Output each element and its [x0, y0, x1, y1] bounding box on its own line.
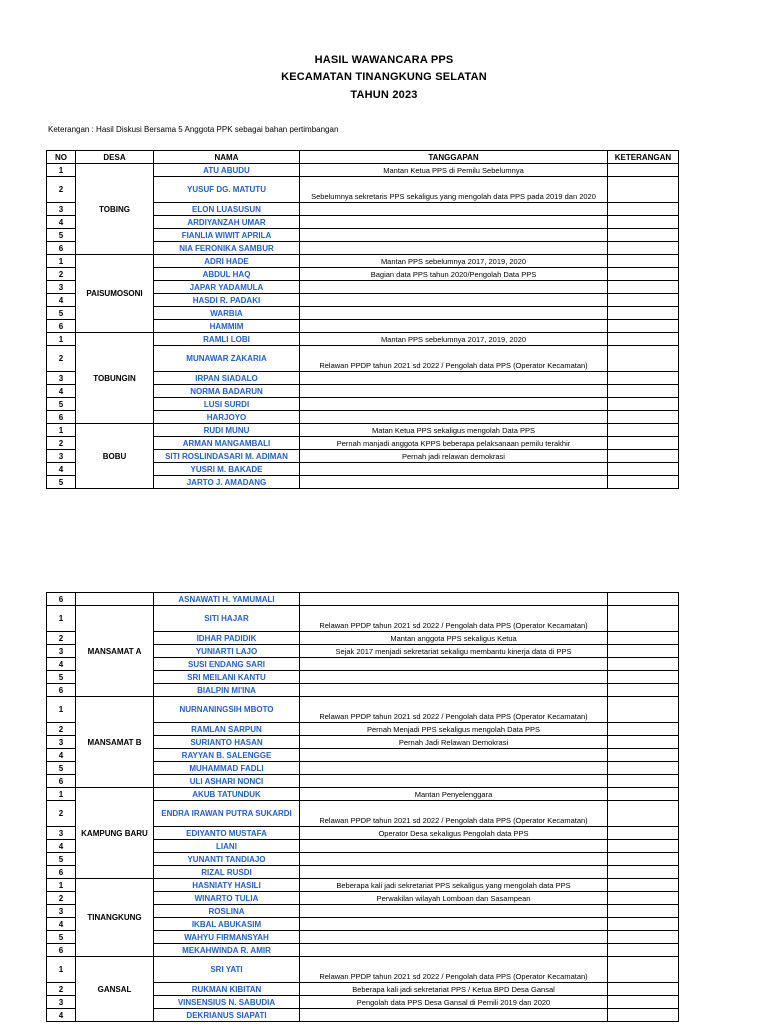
row-number: 1	[47, 255, 76, 268]
remarks-cell	[608, 164, 679, 177]
table-row	[47, 333, 679, 346]
row-number: 2	[47, 801, 76, 827]
table-row	[47, 879, 679, 892]
row-number: 2	[47, 892, 76, 905]
row-number: 2	[47, 723, 76, 736]
remarks-cell	[608, 411, 679, 424]
row-number: 5	[47, 476, 76, 489]
person-name: SURIANTO HASAN	[154, 736, 300, 749]
response-text	[300, 372, 608, 385]
col-header-keterangan: KETERANGAN	[608, 151, 679, 164]
table-row	[47, 424, 679, 437]
response-text	[300, 216, 608, 229]
remarks-cell	[608, 996, 679, 1009]
response-text: Relawan PPDP tahun 2021 sd 2022 / Pengolah data PPS (Operator Kecamatan)	[300, 697, 608, 723]
person-name: SRI YATI	[154, 957, 300, 983]
remarks-cell	[608, 866, 679, 879]
response-text	[300, 229, 608, 242]
row-number: 1	[47, 879, 76, 892]
response-text: Relawan PPDP tahun 2021 sd 2022 / Pengolah data PPS (Operator Kecamatan)	[300, 801, 608, 827]
response-text	[300, 1009, 608, 1022]
remarks-cell	[608, 320, 679, 333]
response-text: Relawan PPDP tahun 2021 sd 2022 / Pengolah data PPS (Operator Kecamatan)	[300, 606, 608, 632]
response-text	[300, 320, 608, 333]
row-number: 5	[47, 398, 76, 411]
person-name: YUNIARTI LAJO	[154, 645, 300, 658]
row-number: 5	[47, 307, 76, 320]
response-text: Pernah jadi relawan demokrasi	[300, 450, 608, 463]
row-number: 5	[47, 671, 76, 684]
remarks-cell	[608, 476, 679, 489]
response-text: Pengolah data PPS Desa Gansal di Pemili 2019 dan 2020	[300, 996, 608, 1009]
table-row	[47, 788, 679, 801]
remarks-cell	[608, 762, 679, 775]
row-number: 6	[47, 320, 76, 333]
remarks-cell	[608, 658, 679, 671]
row-number: 5	[47, 931, 76, 944]
row-number: 4	[47, 294, 76, 307]
remarks-cell	[608, 801, 679, 827]
row-number: 6	[47, 593, 76, 606]
response-text	[300, 242, 608, 255]
remarks-cell	[608, 840, 679, 853]
remarks-cell	[608, 242, 679, 255]
row-number: 4	[47, 1009, 76, 1022]
row-number: 4	[47, 216, 76, 229]
col-header-desa: DESA	[76, 151, 154, 164]
person-name: ATU ABUDU	[154, 164, 300, 177]
village-name: BOBU	[76, 424, 154, 489]
row-number: 4	[47, 918, 76, 931]
remarks-cell	[608, 203, 679, 216]
person-name: RAMLI LOBI	[154, 333, 300, 346]
response-text	[300, 398, 608, 411]
doc-title-line3: TAHUN 2023	[350, 89, 418, 101]
remarks-cell	[608, 853, 679, 866]
response-text: Mantan Ketua PPS di Pemilu Sebelumnya	[300, 164, 608, 177]
response-text: Sejak 2017 menjadi sekretariat sekaligu membantu kinerja data di PPS	[300, 645, 608, 658]
response-text: Pernah manjadi anggota KPPS beberapa pelaksanaan pemilu terakhir	[300, 437, 608, 450]
remarks-cell	[608, 463, 679, 476]
row-number: 5	[47, 229, 76, 242]
remarks-cell	[608, 931, 679, 944]
remarks-cell	[608, 229, 679, 242]
row-number: 5	[47, 853, 76, 866]
response-text	[300, 203, 608, 216]
person-name: SRI MEILANI KANTU	[154, 671, 300, 684]
person-name: FIANLIA WIWIT APRILA	[154, 229, 300, 242]
remarks-cell	[608, 294, 679, 307]
person-name: SITI HAJAR	[154, 606, 300, 632]
remarks-cell	[608, 905, 679, 918]
remarks-cell	[608, 697, 679, 723]
village-name: TOBUNGIN	[76, 333, 154, 424]
person-name: NURNANINGSIH MBOTO	[154, 697, 300, 723]
response-text: Beberapa kali jadi sekretariat PPS / Ketua BPD Desa Gansal	[300, 983, 608, 996]
person-name: ADRI HADE	[154, 255, 300, 268]
response-text: Relawan PPDP tahun 2021 sd 2022 / Pengolah data PPS (Operator Kecamatan)	[300, 346, 608, 372]
response-text	[300, 918, 608, 931]
person-name: MUNAWAR ZAKARIA	[154, 346, 300, 372]
remarks-cell	[608, 606, 679, 632]
table-row	[47, 697, 679, 723]
person-name: WARBIA	[154, 307, 300, 320]
village-name: KAMPUNG BARU	[76, 788, 154, 879]
row-number: 2	[47, 346, 76, 372]
row-number: 6	[47, 411, 76, 424]
village-name: MANSAMAT A	[76, 606, 154, 697]
remarks-cell	[608, 385, 679, 398]
row-number: 1	[47, 333, 76, 346]
remarks-cell	[608, 398, 679, 411]
village-name: GANSAL	[76, 957, 154, 1022]
person-name: RAYYAN B. SALENGGE	[154, 749, 300, 762]
person-name: LIANI	[154, 840, 300, 853]
remarks-cell	[608, 216, 679, 229]
row-number: 3	[47, 450, 76, 463]
person-name: DEKRIANUS SIAPATI	[154, 1009, 300, 1022]
person-name: HASDI R. PADAKI	[154, 294, 300, 307]
response-text	[300, 307, 608, 320]
interview-table-page2	[46, 592, 679, 1022]
response-text	[300, 905, 608, 918]
table-row	[47, 164, 679, 177]
response-text	[300, 476, 608, 489]
col-header-nama: NAMA	[154, 151, 300, 164]
remarks-cell	[608, 1009, 679, 1022]
row-number: 6	[47, 684, 76, 697]
row-number: 6	[47, 944, 76, 957]
remarks-cell	[608, 827, 679, 840]
person-name: WAHYU FIRMANSYAH	[154, 931, 300, 944]
note-text: Keterangan : Hasil Diskusi Bersama 5 Anggota PPK sebagai bahan pertimbangan	[48, 125, 339, 134]
response-text: Matan Ketua PPS sekaligus mengolah Data PPS	[300, 424, 608, 437]
person-name: AKUB TATUNDUK	[154, 788, 300, 801]
remarks-cell	[608, 281, 679, 294]
row-number: 3	[47, 905, 76, 918]
person-name: RUDI MUNU	[154, 424, 300, 437]
response-text	[300, 853, 608, 866]
row-number: 3	[47, 736, 76, 749]
row-number: 3	[47, 372, 76, 385]
response-text: Sebelumnya sekretaris PPS sekaligus yang mengolah data PPS pada 2019 dan 2020	[300, 177, 608, 203]
remarks-cell	[608, 177, 679, 203]
village-name: TINANGKUNG	[76, 879, 154, 957]
table-row	[47, 957, 679, 983]
response-text	[300, 762, 608, 775]
remarks-cell	[608, 632, 679, 645]
row-number: 5	[47, 762, 76, 775]
person-name: SUSI ENDANG SARI	[154, 658, 300, 671]
person-name: LUSI SURDI	[154, 398, 300, 411]
person-name: ROSLINA	[154, 905, 300, 918]
response-text: Mantan anggota PPS sekaligus Ketua	[300, 632, 608, 645]
row-number: 4	[47, 463, 76, 476]
table-row	[47, 593, 679, 606]
person-name: MEKAHWINDA R. AMIR	[154, 944, 300, 957]
table-row	[47, 255, 679, 268]
remarks-cell	[608, 983, 679, 996]
response-text: Perwakilan wilayah Lomboan dan Sasampean	[300, 892, 608, 905]
col-header-tanggapan: TANGGAPAN	[300, 151, 608, 164]
remarks-cell	[608, 346, 679, 372]
response-text: Pernah Menjadi PPS sekaligus mengolah Data PPS	[300, 723, 608, 736]
person-name: HAMMIM	[154, 320, 300, 333]
response-text	[300, 294, 608, 307]
response-text: Beberapa kali jadi sekretariat PPS sekaligus yang mengolah data PPS	[300, 879, 608, 892]
response-text	[300, 931, 608, 944]
person-name: ASNAWATI H. YAMUMALI	[154, 593, 300, 606]
person-name: ULI ASHARI NONCI	[154, 775, 300, 788]
response-text	[300, 281, 608, 294]
response-text: Mantan Penyelenggara	[300, 788, 608, 801]
person-name: IKBAL ABUKASIM	[154, 918, 300, 931]
remarks-cell	[608, 892, 679, 905]
remarks-cell	[608, 879, 679, 892]
response-text	[300, 658, 608, 671]
person-name: VINSENSIUS N. SABUDIA	[154, 996, 300, 1009]
row-number: 3	[47, 827, 76, 840]
response-text	[300, 749, 608, 762]
row-number: 6	[47, 242, 76, 255]
response-text: Mantan PPS sebelumnya 2017, 2019, 2020	[300, 333, 608, 346]
response-text	[300, 671, 608, 684]
person-name: RUKMAN KIBITAN	[154, 983, 300, 996]
remarks-cell	[608, 268, 679, 281]
village-name: TOBING	[76, 164, 154, 255]
person-name: IRPAN SIADALO	[154, 372, 300, 385]
person-name: SITI ROSLINDASARI M. ADIMAN	[154, 450, 300, 463]
person-name: BIALPIN MI'INA	[154, 684, 300, 697]
remarks-cell	[608, 333, 679, 346]
response-text: Bagian data PPS tahun 2020/Pengolah Data PPS	[300, 268, 608, 281]
response-text: Operator Desa sekaligus Pengolah data PPS	[300, 827, 608, 840]
row-number: 3	[47, 203, 76, 216]
remarks-cell	[608, 788, 679, 801]
person-name: RAMLAN SARPUN	[154, 723, 300, 736]
remarks-cell	[608, 255, 679, 268]
response-text: Relawan PPDP tahun 2021 sd 2022 / Pengolah data PPS (Operator Kecamatan)	[300, 957, 608, 983]
row-number: 3	[47, 281, 76, 294]
response-text	[300, 866, 608, 879]
row-number: 1	[47, 957, 76, 983]
remarks-cell	[608, 775, 679, 788]
row-number: 1	[47, 788, 76, 801]
person-name: EDIYANTO MUSTAFA	[154, 827, 300, 840]
row-number: 2	[47, 632, 76, 645]
remarks-cell	[608, 450, 679, 463]
row-number: 1	[47, 606, 76, 632]
remarks-cell	[608, 307, 679, 320]
row-number: 6	[47, 775, 76, 788]
person-name: JAPAR YADAMULA	[154, 281, 300, 294]
row-number: 1	[47, 424, 76, 437]
village-name: MANSAMAT B	[76, 697, 154, 788]
person-name: YUSRI M. BAKADE	[154, 463, 300, 476]
remarks-cell	[608, 424, 679, 437]
person-name: YUNANTI TANDIAJO	[154, 853, 300, 866]
person-name: ELON LUASUSUN	[154, 203, 300, 216]
person-name: ARMAN MANGAMBALI	[154, 437, 300, 450]
row-number: 6	[47, 866, 76, 879]
person-name: NIA FERONIKA SAMBUR	[154, 242, 300, 255]
row-number: 1	[47, 164, 76, 177]
person-name: HASNIATY HASILI	[154, 879, 300, 892]
person-name: IDHAR PADIDIK	[154, 632, 300, 645]
row-number: 4	[47, 658, 76, 671]
remarks-cell	[608, 437, 679, 450]
table-row	[47, 606, 679, 632]
remarks-cell	[608, 671, 679, 684]
remarks-cell	[608, 957, 679, 983]
response-text	[300, 593, 608, 606]
remarks-cell	[608, 918, 679, 931]
row-number: 3	[47, 645, 76, 658]
doc-title-line2: KECAMATAN TINANGKUNG SELATAN	[281, 71, 487, 83]
person-name: JARTO J. AMADANG	[154, 476, 300, 489]
response-text	[300, 840, 608, 853]
col-header-no: NO	[47, 151, 76, 164]
person-name: MUHAMMAD FADLI	[154, 762, 300, 775]
village-name: PAISUMOSONI	[76, 255, 154, 333]
response-text	[300, 411, 608, 424]
remarks-cell	[608, 723, 679, 736]
response-text: Mantan PPS sebelumnya 2017, 2019, 2020	[300, 255, 608, 268]
row-number: 3	[47, 996, 76, 1009]
remarks-cell	[608, 736, 679, 749]
village-name	[76, 593, 154, 606]
response-text	[300, 684, 608, 697]
remarks-cell	[608, 372, 679, 385]
person-name: WINARTO TULIA	[154, 892, 300, 905]
row-number: 4	[47, 385, 76, 398]
interview-table-page1	[46, 150, 679, 489]
remarks-cell	[608, 645, 679, 658]
row-number: 2	[47, 437, 76, 450]
remarks-cell	[608, 593, 679, 606]
person-name: YUSUF DG. MATUTU	[154, 177, 300, 203]
row-number: 4	[47, 840, 76, 853]
row-number: 4	[47, 749, 76, 762]
response-text	[300, 944, 608, 957]
person-name: HARJOYO	[154, 411, 300, 424]
remarks-cell	[608, 684, 679, 697]
response-text: Pernah Jadi Relawan Demokrasi	[300, 736, 608, 749]
response-text	[300, 775, 608, 788]
response-text	[300, 463, 608, 476]
doc-title-line1: HASIL WAWANCARA PPS	[314, 54, 454, 66]
row-number: 1	[47, 697, 76, 723]
remarks-cell	[608, 944, 679, 957]
person-name: RIZAL RUSDI	[154, 866, 300, 879]
response-text	[300, 385, 608, 398]
row-number: 2	[47, 268, 76, 281]
person-name: ABDUL HAQ	[154, 268, 300, 281]
person-name: ENDRA IRAWAN PUTRA SUKARDI	[154, 801, 300, 827]
row-number: 2	[47, 983, 76, 996]
person-name: ARDIYANZAH UMAR	[154, 216, 300, 229]
remarks-cell	[608, 749, 679, 762]
person-name: NORMA BADARUN	[154, 385, 300, 398]
row-number: 2	[47, 177, 76, 203]
